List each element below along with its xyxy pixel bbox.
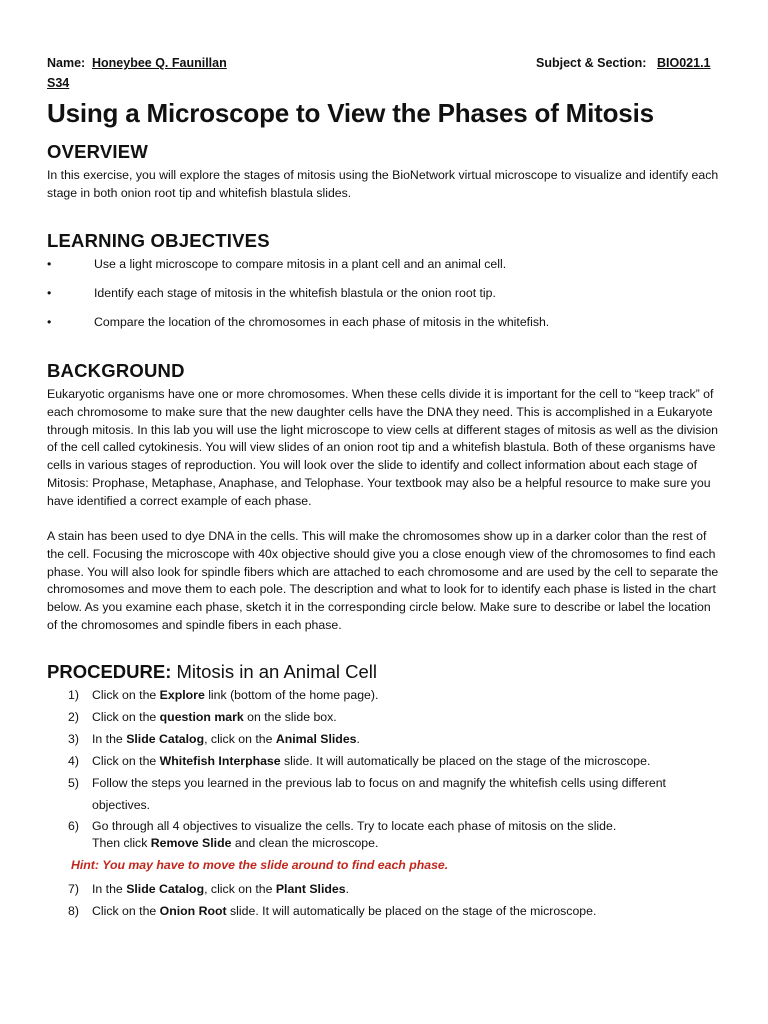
procedure-subtitle: Mitosis in an Animal Cell — [171, 661, 378, 682]
procedure-step: 2) Click on the question mark on the slide box. — [68, 710, 337, 724]
name-value: Honeybee Q. Faunillan — [92, 56, 227, 70]
objective-item: • Identify each stage of mitosis in the whitefish blastula or the onion root tip. — [47, 286, 496, 300]
subject-label: Subject & Section: — [536, 56, 647, 70]
hint-text: Hint: You may have to move the slide around to find each phase. — [71, 858, 449, 872]
bullet-icon: • — [47, 286, 52, 300]
bullet-icon: • — [47, 315, 52, 329]
overview-text: In this exercise, you will explore the stages of mitosis using the BioNetwork virtual microscope to visualize and identify each stage in both onion root tip and whitefish blastula slides. — [47, 168, 719, 200]
bullet-icon: • — [47, 257, 52, 271]
overview-heading: OVERVIEW — [47, 141, 148, 162]
objective-item: • Use a light microscope to compare mitosis in a plant cell and an animal cell. — [47, 257, 507, 271]
objective-item: • Compare the location of the chromosomes in each phase of mitosis in the whitefish. — [47, 315, 550, 329]
procedure-step: 8) Click on the Onion Root slide. It will automatically be placed on the stage of the microscope. — [68, 904, 597, 918]
procedure-step: 7) In the Slide Catalog, click on the Plant Slides. — [68, 882, 349, 896]
procedure-step: 6) Go through all 4 objectives to visualize the cells. Try to locate each phase of mitosis on the slide. Then click Remove Slide and clean the microscope. — [68, 819, 617, 850]
page-title: Using a Microscope to View the Phases of Mitosis — [47, 98, 654, 128]
procedure-label: PROCEDURE: — [47, 661, 172, 682]
procedure-step: 5) Follow the steps you learned in the previous lab to focus on and magnify the whitefish cells using different objectives. — [68, 776, 666, 812]
background-paragraph-2: A stain has been used to dye DNA in the cells. This will make the chromosomes show up in a darker color than the rest of the cell. Focusing the microscope with 40x objective should give you a close enough view of the chromosomes to find each phase. You will also look for spindle fibers which are attached to each chromosome and are used by the cell to separate the chromosomes and move them to each pole. The description and what to look for to identify each phase is listed in the chart below. As you examine each phase, sketch it in the corresponding circle below. Make sure to describe or label the location of the chromosomes and spindle fibers in each phase. — [47, 529, 719, 632]
objectives-heading: LEARNING OBJECTIVES — [47, 230, 270, 251]
procedure-step: 1) Click on the Explore link (bottom of the home page). — [68, 688, 379, 702]
name-label: Name: — [47, 56, 86, 70]
background-heading: BACKGROUND — [47, 360, 185, 381]
background-paragraph-1: Eukaryotic organisms have one or more chromosomes. When these cells divide it is important for the cell to “keep track” of each chromosome to make sure that the new daughter cells have the DNA they need. This is accomplished in a Eukaryote through mitosis. In this lab you will use the light microscope to view cells at different stages of mitosis as well as the division of the cell called cytokinesis. You will view slides of an onion root tip and a whitefish blastula. Both of these organisms have cells in various stages of reproduction. You will look over the slide to identify and collect information about each stage of Mitosis: Prophase, Metaphase, Anaphase, and Telophase. Your textbook may also be a helpful resource to make sure you have identified a correct example of each phase. — [47, 387, 718, 508]
section-value: S34 — [47, 76, 70, 90]
subject-value: BIO021.1 — [657, 56, 711, 70]
procedure-step: 3) In the Slide Catalog, click on the Animal Slides. — [68, 732, 360, 746]
procedure-step: 4) Click on the Whitefish Interphase slide. It will automatically be placed on the stage of the microscope. — [68, 754, 651, 768]
procedure-heading — [47, 661, 377, 683]
